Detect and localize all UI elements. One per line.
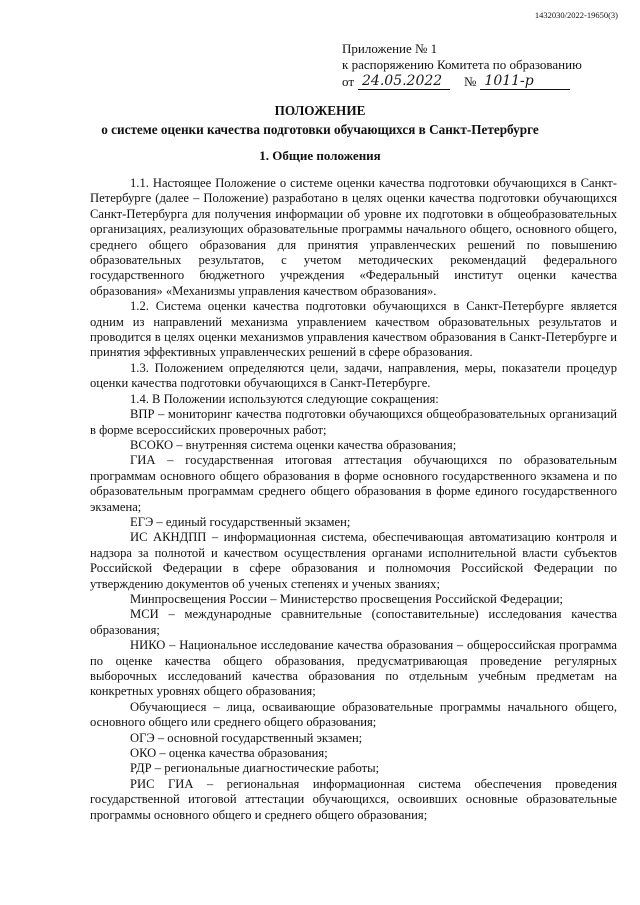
paragraph: ЕГЭ – единый государственный экзамен; — [130, 514, 351, 529]
paragraph: Обучающиеся – лица, осваивающие образовательные программы начального общего, основного общего или среднего общего образования; — [90, 699, 617, 730]
title-subheading: о системе оценки качества подготовки обучающихся в Санкт-Петербурге — [101, 122, 539, 137]
appendix-date-number-row — [342, 73, 612, 90]
appendix-header — [342, 41, 612, 90]
paragraph: ВСОКО – внутренняя система оценки качества образования; — [130, 437, 457, 452]
paragraph: НИКО – Национальное исследование качества образования – общероссийская программа по оценке качества общего образования, предусматривающая проведение регулярных выборочных исследований качества образования по отдельным учебным предметам на конкретных уровнях общего образования; — [90, 638, 617, 699]
title-heading: ПОЛОЖЕНИЕ — [274, 103, 366, 118]
paragraph: ОКО – оценка качества образования; — [130, 746, 328, 761]
paragraph: 1.4. В Положении используются следующие сокращения: — [130, 391, 439, 406]
paragraph: 1.3. Положением определяются цели, задачи, направления, меры, показатели процедур оценки качества подготовки обучающихся в Санкт-Петербурге. — [90, 360, 617, 391]
number-label: № — [464, 74, 477, 89]
handwritten-date: 24.05.2022 — [362, 73, 443, 89]
from-label: от — [342, 74, 355, 89]
paragraph: МСИ – международные сравнительные (сопоставительные) исследования качества образования; — [90, 607, 617, 637]
appendix-title: Приложение № 1 — [342, 41, 438, 56]
section-heading: 1. Общие положения — [259, 148, 381, 163]
paragraph: ГИА – государственная итоговая аттестация обучающихся по образовательным программам основного общего образования в форме основного государственного экзамена и по образовательным программам среднего общего образования в форме единого государственного экзамена; — [90, 453, 617, 514]
appendix-order-reference: к распоряжению Комитета по образованию — [342, 57, 582, 72]
paragraph: 1.1. Настоящее Положение о системе оценки качества подготовки обучающихся в Санкт-Петербурге (далее – Положение) разработано в целях оценки качества подготовки обучающихся Санкт-Петербурга для получения информации об уровне их подготовки в общеобразовательных организациях, реализующих образовательные программы начального общего, основного общего, среднего общего образования для принятия управленческих решений по повышению образовательных результатов, с учетом методических рекомендаций федерального государственного бюджетного учреждения «Федеральный институт оценки качества образования» «Механизмы управления качеством образования». — [90, 176, 617, 298]
paragraph: 1.2. Система оценки качества подготовки обучающихся в Санкт-Петербурге является одним из направлений механизма управлением качеством образовательных результатов и проводится в целях оценки механизмов управления качеством образования в Санкт-Петербурге и принятия эффективных управленческих решений в сфере образования. — [90, 299, 617, 360]
paragraph: ИС АКНДПП – информационная система, обеспечивающая автоматизацию контроля и надзора за полнотой и качеством осуществления органами исполнительной власти субъектов Российской Федерации в сфере образования и полномочия Российской Федерации по утверждению документов об ученых степенях и ученых званиях; — [90, 530, 617, 591]
handwritten-number: 1011-р — [484, 73, 534, 89]
date-field — [358, 73, 450, 90]
paragraph: ОГЭ – основной государственный экзамен; — [130, 730, 363, 745]
number-field — [480, 73, 570, 90]
document-body — [90, 176, 617, 823]
paragraph: ВПР – мониторинг качества подготовки обучающихся общеобразовательных организаций в форме всероссийских проверочных работ; — [90, 407, 617, 437]
paragraph: Минпросвещения России – Министерство просвещения Российской Федерации; — [130, 591, 564, 606]
paragraph: РДР – региональные диагностические работы; — [130, 761, 380, 776]
paragraph: РИС ГИА – региональная информационная система обеспечения проведения государственной итоговой аттестации обучающихся, освоивших основные образовательные программы основного общего и среднего общего образования; — [90, 776, 617, 822]
document-title — [0, 101, 640, 139]
document-number: 1432030/2022-19650(3) — [534, 10, 618, 20]
